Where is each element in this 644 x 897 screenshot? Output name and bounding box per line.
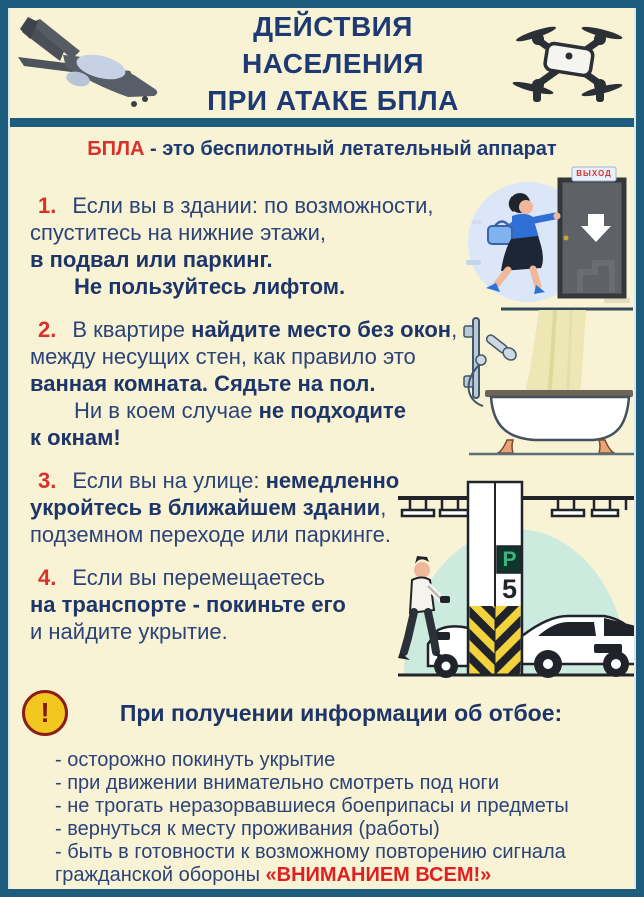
title-line-2: ПРИ АТАКЕ БПЛА <box>207 84 459 116</box>
debrief-item: - вернуться к месту проживания (работы) <box>55 818 440 840</box>
item-number: 1. <box>38 193 57 218</box>
fixed-wing-drone-icon <box>8 7 166 120</box>
item-text-segment: , <box>380 495 387 520</box>
item-text-segment: немедленно <box>265 468 400 493</box>
all-clear-header <box>0 690 644 736</box>
warning-icon: ! <box>22 690 68 736</box>
underground-parking-icon <box>398 478 640 690</box>
item-text-segment: Не пользуйтесь лифтом. <box>74 274 346 299</box>
definition-text: - это беспилотный летательный аппарат <box>144 138 557 160</box>
item-number: 4. <box>38 565 57 590</box>
item-text-segment: найдите место без окон <box>191 317 452 342</box>
item-line <box>30 219 480 246</box>
item-line <box>30 424 480 451</box>
item-line <box>30 246 480 273</box>
item-text-segment: В квартире <box>72 317 192 342</box>
header-divider <box>0 118 644 127</box>
item-number: 2. <box>38 317 57 342</box>
continuation-text: гражданской обороны <box>55 864 266 886</box>
debrief-item: - не трогать неразорвавшиеся боеприпасы и предметы <box>55 795 569 817</box>
item-text-segment: Ни в коем случае <box>74 398 259 423</box>
item-number: 3. <box>38 468 57 493</box>
item-text-segment: не подходите <box>258 398 406 423</box>
instruction-item <box>30 192 480 300</box>
continuation-line <box>55 864 644 887</box>
title-line-1: ДЕЙСТВИЯ НАСЕЛЕНИЯ <box>242 10 424 79</box>
item-text-segment: Если вы в здании: по возможности, <box>72 193 434 218</box>
item-text-segment: укройтесь в ближайшем здании <box>30 495 381 520</box>
item-text-segment: между несущих стен, как правило это <box>30 344 416 369</box>
item-line <box>30 370 480 397</box>
parking-level-number: 5 <box>501 574 518 604</box>
attention-all-alert: «ВНИМАНИЕМ ВСЕМ!» <box>265 864 492 886</box>
item-line <box>30 397 480 424</box>
item-text-segment: и найдите укрытие. <box>30 619 228 644</box>
all-clear-heading: При получении информации об отбое: <box>119 699 563 726</box>
debrief-item: - осторожно покинуть укрытие <box>55 749 336 771</box>
bathroom-bathtub-icon <box>443 296 639 462</box>
item-line <box>30 343 480 370</box>
item-text-segment: к окнам! <box>30 425 121 450</box>
item-text-segment: на транспорте - покиньте его <box>30 592 346 617</box>
item-text-segment: Если вы перемещаетесь <box>72 565 325 590</box>
quadcopter-drone-icon <box>500 8 636 119</box>
item-text-segment: Если вы на улице: <box>72 468 266 493</box>
exit-sign-label: ВЫХОД <box>576 169 612 178</box>
item-text-segment: , <box>451 317 458 342</box>
item-line <box>30 316 480 343</box>
poster-header <box>8 8 636 118</box>
item-line <box>30 273 480 300</box>
item-text-segment: в подвал или паркинг. <box>30 247 273 272</box>
definition-term: БПЛА <box>87 138 145 160</box>
debrief-item: - при движении внимательно смотреть под ноги <box>55 772 499 794</box>
item-text-segment: подземном переходе или паркинге. <box>30 522 392 547</box>
item-text-segment: спуститесь на нижние этажи, <box>30 220 327 245</box>
item-text-segment: ванная комната. Сядьте на пол. <box>30 371 376 396</box>
page-title <box>166 8 500 119</box>
instruction-item <box>30 316 480 451</box>
woman-running-to-exit-door-icon <box>462 164 638 310</box>
debrief-item: - быть в готовности к возможному повторению сигнала <box>55 841 566 863</box>
parking-sign-label: P <box>502 548 517 571</box>
item-line <box>30 192 480 219</box>
definition-line <box>0 138 644 161</box>
all-clear-section <box>0 690 644 887</box>
debrief-list <box>55 749 614 864</box>
